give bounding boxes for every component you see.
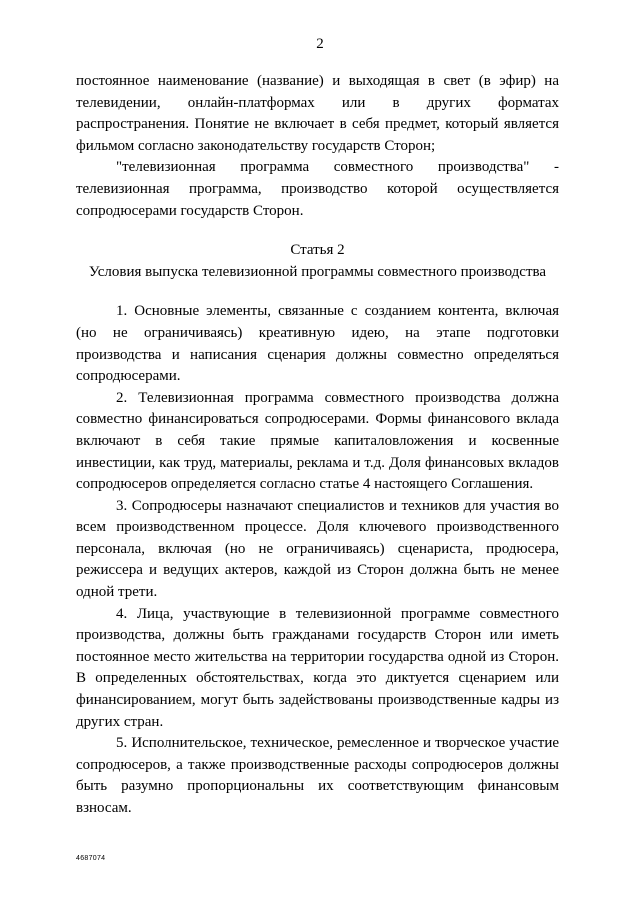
- article-subtitle: Условия выпуска телевизионной программы совместного производства: [88, 263, 547, 280]
- article-paragraph-5: 5. Исполнительское, техническое, ремесленное и творческое участие сопродюсеров, а также производственные расходы сопродюсеров должны быть разумно пропорциональны их соответствующим финансовым взносам.: [76, 735, 559, 816]
- article-title: Статья 2: [290, 242, 345, 259]
- definition-paragraph: "телевизионная программа совместного производства" - телевизионная программа, производство которой осуществляется сопродюсерами государств Сторон.: [76, 159, 559, 219]
- article-paragraph-4: 4. Лица, участвующие в телевизионной программе совместного производства, должны быть гражданами государств Сторон или иметь постоянное место жительства на территории государства одной из Сторон. В определенных обстоятельствах, когда это диктуется сценарием или финансированием, могут быть задействованы производственные кадры из других стран.: [76, 605, 559, 730]
- document-id: 4687074: [76, 855, 106, 862]
- continuation-paragraph: постоянное наименование (название) и выходящая в свет (в эфир) на телевидении, онлайн-платформах или в других форматах распространения. Понятие не включает в себя предмет, который является фильмом согласно законодательству государств Сторон;: [76, 73, 559, 154]
- article-paragraph-3: 3. Сопродюсеры назначают специалистов и техников для участия во всем производственном процессе. Доля ключевого производственного персонала, включая (но не ограничиваясь) сценариста, продюсера, режиссера и ведущих актеров, каждой из Сторон должна быть не менее одной трети.: [76, 497, 559, 601]
- document-body: [76, 71, 559, 820]
- article-paragraph-2: 2. Телевизионная программа совместного производства должна совместно финансироваться сопродюсерами. Формы финансового вклада включают в себя такие прямые капиталовложения и косвенные инвестиции, как труд, материалы, реклама и т.д. Доля финансовых вкладов сопродюсеров определяется согласно статье 4 настоящего Соглашения.: [76, 389, 559, 493]
- page-number: 2: [316, 36, 324, 52]
- article-paragraph-1: 1. Основные элементы, связанные с созданием контента, включая (но не ограничиваясь) креативную идею, на этапе подготовки производства и написания сценария должны совместно определяться сопродюсерами.: [76, 303, 559, 385]
